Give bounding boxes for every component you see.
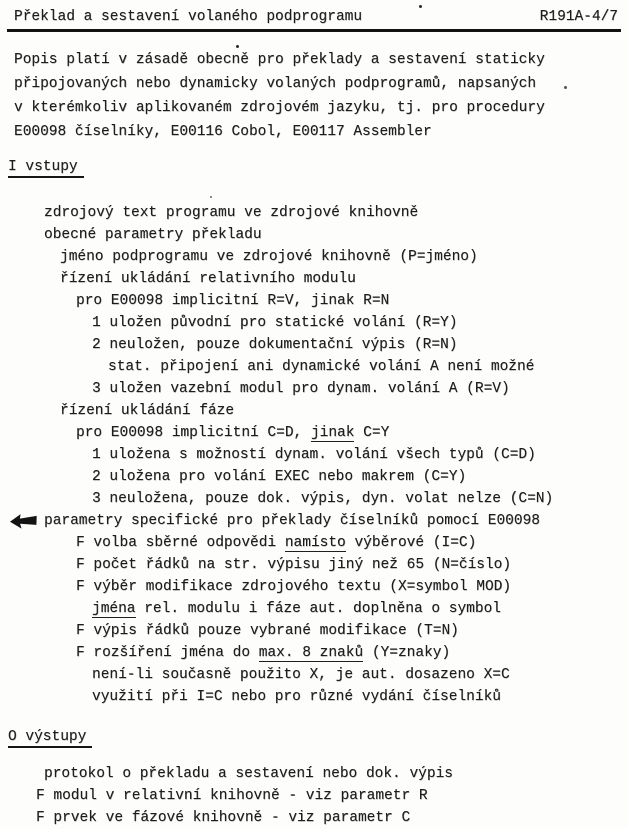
text-line xyxy=(0,620,628,642)
line-text: 1 uložena s možností dynam. volání všech typů (C=D) xyxy=(92,447,536,463)
line-text: F modul v relativní knihovně - viz parametr R xyxy=(36,788,428,804)
text-line xyxy=(0,356,628,378)
emphasized-text: jména xyxy=(92,601,136,617)
line-text: zdrojový text programu ve zdrojové knihovně xyxy=(44,205,419,221)
text-line xyxy=(0,378,628,400)
line-text: 2 uložena pro volání EXEC nebo makrem (C=Y) xyxy=(92,469,467,485)
document-title: Překlad a sestavení volaného podprogramu xyxy=(14,9,363,25)
text-line xyxy=(0,202,628,224)
line-text: 1 uložen původní pro statické volání (R=Y) xyxy=(92,315,458,331)
text-line xyxy=(0,422,628,444)
intro-paragraph xyxy=(14,48,628,144)
text-line xyxy=(0,444,628,466)
section-heading-vstupy: I vstupy xyxy=(8,159,84,178)
line-text: 3 neuložena, pouze dok. výpis, dyn. volat nelze (C=N) xyxy=(92,491,554,507)
emphasized-text: jinak xyxy=(310,425,355,441)
line-text: řízení ukládání relativního modulu xyxy=(60,271,356,287)
line-text: parametry specifické pro překlady číselníků pomocí E00098 xyxy=(44,513,540,529)
emphasized-text: max. 8 znaků xyxy=(258,645,364,661)
section-heading-vystupy: O výstupy xyxy=(8,729,92,748)
line-text: F výběr modifikace zdrojového textu (X=symbol MOD) xyxy=(76,579,512,595)
text-line xyxy=(0,466,628,488)
intro-line: E00098 číselníky, E00116 Cobol, E00117 Assembler xyxy=(14,124,432,140)
text-line xyxy=(0,576,628,598)
line-text: využití při I=C nebo pro různé vydání číselníků xyxy=(92,689,501,705)
line-text: C=Y xyxy=(354,425,390,441)
text-line xyxy=(0,532,628,554)
line-text: pro E00098 implicitní R=V, jinak R=N xyxy=(76,293,390,309)
text-line xyxy=(0,642,628,664)
line-text: F počet řádků na str. výpisu jiný než 65 (N=číslo) xyxy=(76,557,512,573)
text-line xyxy=(0,334,628,356)
line-text: 3 uložen vazební modul pro dynam. volání A (R=V) xyxy=(92,381,510,397)
intro-line: připojovaných nebo dynamicky volaných podprogramů, napsaných xyxy=(14,76,537,92)
line-text: řízení ukládání fáze xyxy=(60,403,235,419)
intro-line: v kterémkoliv aplikovaném zdrojovém jazyku, tj. pro procedury xyxy=(14,100,545,116)
text-line xyxy=(0,510,628,532)
text-line xyxy=(0,290,628,312)
text-line xyxy=(0,312,628,334)
intro-line: Popis platí v zásadě obecně pro překlady a sestavení staticky xyxy=(14,52,545,68)
line-text: obecné parametry překladu xyxy=(44,227,262,243)
line-text: pro E00098 implicitní C=D, xyxy=(76,425,311,441)
hand-drawn-left-arrow-icon xyxy=(9,512,40,531)
text-line xyxy=(0,598,628,620)
text-line xyxy=(0,664,628,686)
line-text: (Y=znaky) xyxy=(363,645,451,661)
emphasized-text: namísto xyxy=(284,535,346,551)
document-code: R191A-4/7 xyxy=(539,9,618,25)
document-header xyxy=(0,0,628,25)
text-line xyxy=(0,268,628,290)
line-text: výběrové (I=C) xyxy=(345,535,477,551)
line-text: F volba sběrné odpovědi xyxy=(76,535,285,551)
text-line xyxy=(0,400,628,422)
line-text: 2 neuložen, pouze dokumentační výpis (R=N) xyxy=(92,337,458,353)
line-text: protokol o překladu a sestavení nebo dok. výpis xyxy=(44,766,453,782)
line-text: F výpis řádků pouze vybrané modifikace (T=N) xyxy=(76,623,459,639)
section-body-vystupy xyxy=(0,763,628,829)
text-line xyxy=(0,554,628,576)
text-line xyxy=(0,763,628,785)
text-line xyxy=(0,488,628,510)
scan-speck xyxy=(419,5,422,8)
scan-speck xyxy=(210,196,212,198)
text-line xyxy=(0,686,628,708)
line-text: není-li současně použito X, je aut. dosazeno X=C xyxy=(92,667,510,683)
text-line xyxy=(0,785,628,807)
header-rule xyxy=(7,29,621,32)
scan-speck xyxy=(236,45,239,48)
line-text: F prvek ve fázové knihovně - viz parametr C xyxy=(36,810,411,826)
line-text: jméno podprogramu ve zdrojové knihovně (P=jméno) xyxy=(60,249,478,265)
text-line xyxy=(0,246,628,268)
text-line xyxy=(0,224,628,246)
line-text: stat. připojení ani dynamické volání A není možné xyxy=(108,359,535,375)
line-text: F rozšíření jména do xyxy=(76,645,259,661)
line-text: rel. modulu i fáze aut. doplněna o symbol xyxy=(135,601,501,617)
text-line xyxy=(0,807,628,829)
section-body-vstupy xyxy=(0,202,628,708)
scan-speck xyxy=(564,86,567,89)
